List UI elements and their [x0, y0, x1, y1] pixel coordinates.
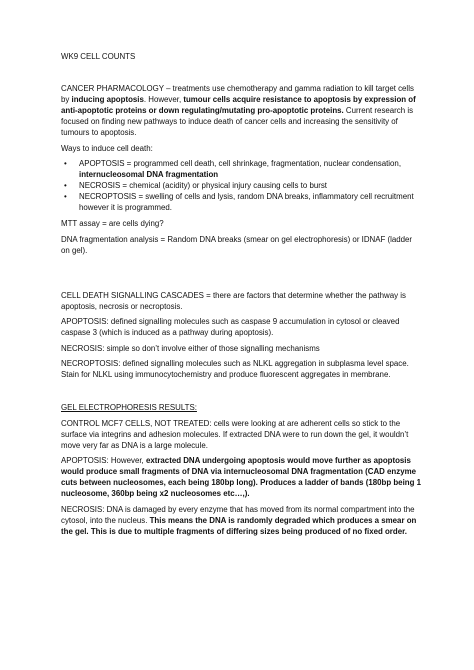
dna-fragmentation-paragraph: DNA fragmentation analysis = Random DNA breaks (smear on gel electrophoresis) or IDNAF (ladder on gel). — [61, 234, 413, 255]
cancer-text-2: . However, — [143, 95, 184, 104]
gel-apoptosis-paragraph — [61, 455, 421, 499]
signalling-necroptosis-paragraph: NECROPTOSIS: defined signalling molecules such as NLKL aggregation in subplasma level space. Stain for NLKL using immunocytochemistry and produce fluorescent aggregates in membrane. — [61, 359, 409, 379]
signalling-cascades-paragraph: CELL DEATH SIGNALLING CASCADES = there are factors that determine whether the pathway is apoptosis, necrosis or necroptosis. — [61, 290, 406, 311]
list-item-necrosis: • NECROSIS = chemical (acidity) or physical injury causing cells to burst — [61, 180, 421, 191]
cancer-text-1: CANCER PHARMACOLOGY – treatments use chemotherapy and gamma radiation to kill target cells by — [61, 84, 414, 104]
apoptosis-bullet-bold: internucleosomal DNA fragmentation — [79, 170, 219, 179]
gel-apoptosis-lead: APOPTOSIS: However, — [61, 456, 146, 465]
apoptosis-bullet-text: APOPTOSIS = programmed cell death, cell shrinkage, fragmentation, nuclear condensation, — [79, 159, 402, 168]
gel-apoptosis-bold: extracted DNA undergoing apoptosis would move further as apoptosis would produce small fragments of DNA via internucleosomal DNA fragmentation (CAD enzyme cuts between nucleosomes, each being 180bp long). Produces a ladder of bands (180bp being 1 nucleosome, 360bp being x2 nucleosomes etc…,). — [61, 456, 421, 498]
cancer-bold-1: inducing apoptosis — [71, 95, 144, 104]
cell-death-list — [61, 158, 421, 213]
gel-results-heading: GEL ELECTROPHORESIS RESULTS: — [61, 403, 197, 412]
cancer-pharmacology-paragraph — [61, 83, 421, 138]
gel-necrosis-lead: NECROSIS: DNA is damaged by every enzyme that has moved from its normal compartment into the cytosol, into the nucleus. — [61, 504, 415, 525]
gel-control-paragraph: CONTROL MCF7 CELLS, NOT TREATED: cells were looking at are adherent cells so stick to the surface via integrins and adhesion molecules. If extracted DNA were to run down the gel, it wouldn’t move very far as DNA is a large molecule. — [61, 418, 409, 450]
gel-necrosis-bold: This means the DNA is randomly degraded which produces a smear on the gel. This is due to multiple fragments of differing sizes being produced of no fixed order. — [61, 515, 417, 536]
document-body — [61, 51, 421, 541]
signalling-apoptosis-paragraph: APOPTOSIS: defined signalling molecules such as caspase 9 accumulation in cytosol or cleaved caspase 3 (which is induced as a pathway during apoptosis). — [61, 317, 400, 337]
list-item-necroptosis: • NECROPTOSIS = swelling of cells and lysis, random DNA breaks, inflammatory cell recruitment however it is programmed. — [61, 191, 421, 213]
document-title: WK9 CELL COUNTS — [61, 52, 136, 61]
cancer-text-3: Current research is focused on finding new pathways to induce death of cancer cells and increasing the sensitivity of tumours to apoptosis. — [61, 106, 414, 137]
gel-necrosis-paragraph — [61, 504, 421, 537]
list-item-apoptosis — [61, 158, 421, 180]
mtt-assay-line: MTT assay = are cells dying? — [61, 219, 164, 228]
ways-heading: Ways to induce cell death: — [61, 143, 153, 153]
signalling-necrosis-paragraph: NECROSIS: simple so don’t involve either of those signalling mechanisms — [61, 343, 320, 353]
cancer-bold-2: tumour cells acquire resistance to apoptosis by expression of anti-apoptotic proteins or down regulating/mutating pro-apoptotic proteins. — [61, 95, 416, 115]
